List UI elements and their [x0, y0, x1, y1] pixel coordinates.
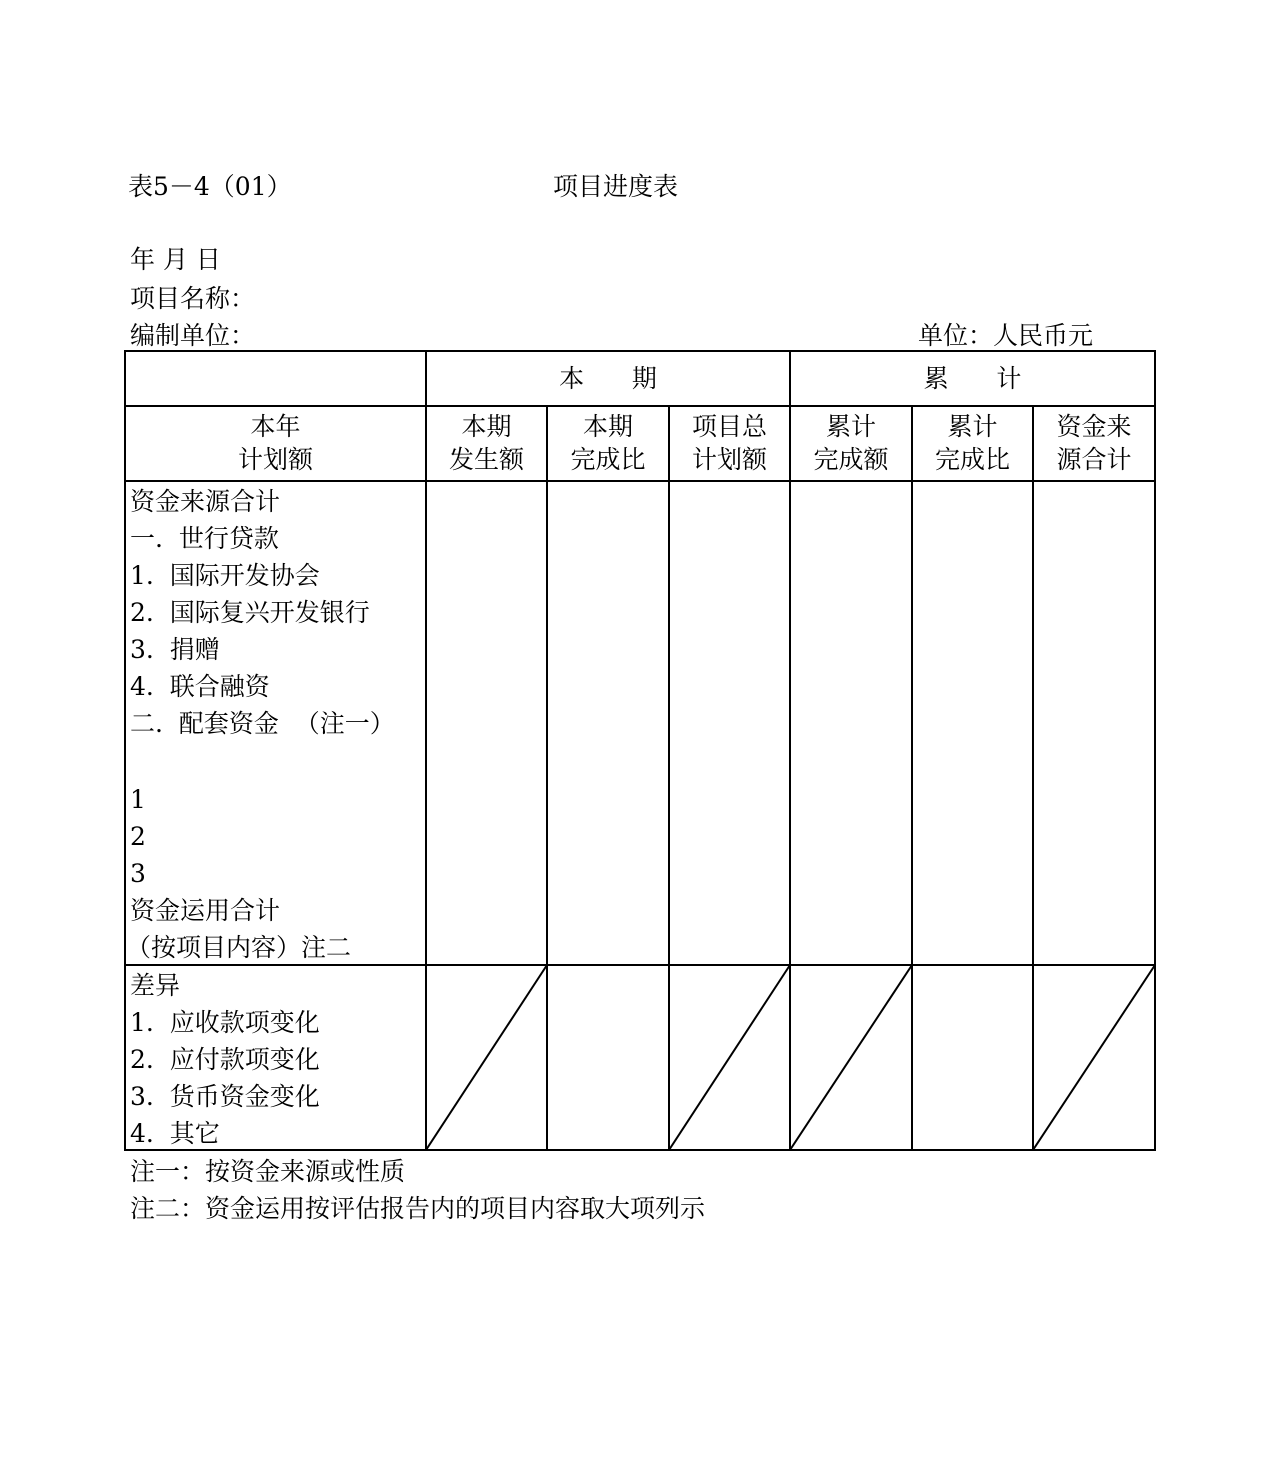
row-label: 3. 货币资金变化: [130, 1082, 320, 1111]
project-name-label: 项目名称：: [130, 284, 256, 313]
slash-mark: [669, 965, 790, 1150]
row-label: 1. 应收款项变化: [130, 1008, 320, 1037]
unit-label: 单位：人民币元: [918, 321, 1094, 350]
group-header-cumulative: 累 计: [923, 364, 1022, 393]
note-2: 注二：资金运用按评估报告内的项目内容取大项列示: [130, 1194, 706, 1223]
page-title: 项目进度表: [553, 172, 679, 201]
row-label: 4. 其它: [130, 1119, 220, 1148]
row-label: 差异: [130, 971, 181, 1000]
date-line: 年 月 日: [130, 245, 221, 274]
col-header-cumulative-ratio: 累计 完成比: [934, 412, 1010, 474]
col-header-annual-plan: 本年 计划额: [237, 412, 313, 474]
row-label: 资金运用合计: [130, 896, 281, 925]
slash-mark: [1033, 965, 1155, 1150]
col-header-period-amount: 本期 发生额: [448, 412, 524, 474]
table-number: 表5－4（01）: [128, 172, 292, 201]
group-header-current: 本 期: [559, 364, 657, 393]
note-1: 注一：按资金来源或性质: [130, 1157, 406, 1186]
row-label: 资金来源合计: [130, 487, 281, 516]
col-header-cumulative-amount: 累计 完成额: [813, 412, 889, 474]
row-label: （按项目内容）注二: [126, 933, 352, 962]
row-label: 2. 国际复兴开发银行: [130, 598, 370, 627]
col-header-period-ratio: 本期 完成比: [570, 412, 646, 474]
row-label: 一. 世行贷款: [130, 524, 279, 553]
row-label: 4. 联合融资: [130, 672, 270, 701]
slash-mark: [426, 965, 547, 1150]
row-label: 2. 应付款项变化: [130, 1045, 320, 1074]
row-label: 3: [130, 859, 146, 888]
row-label: 3. 捐赠: [130, 635, 220, 664]
row-label: 二. 配套资金 （注一）: [130, 709, 395, 738]
slash-mark: [790, 965, 912, 1150]
row-label: 2: [130, 822, 146, 851]
compiler-label: 编制单位：: [130, 321, 256, 350]
row-label: 1: [130, 785, 146, 814]
col-header-project-plan: 项目总 计划额: [691, 412, 767, 474]
row-label: 1. 国际开发协会: [130, 561, 320, 590]
col-header-fund-total: 资金来 源合计: [1056, 412, 1132, 474]
